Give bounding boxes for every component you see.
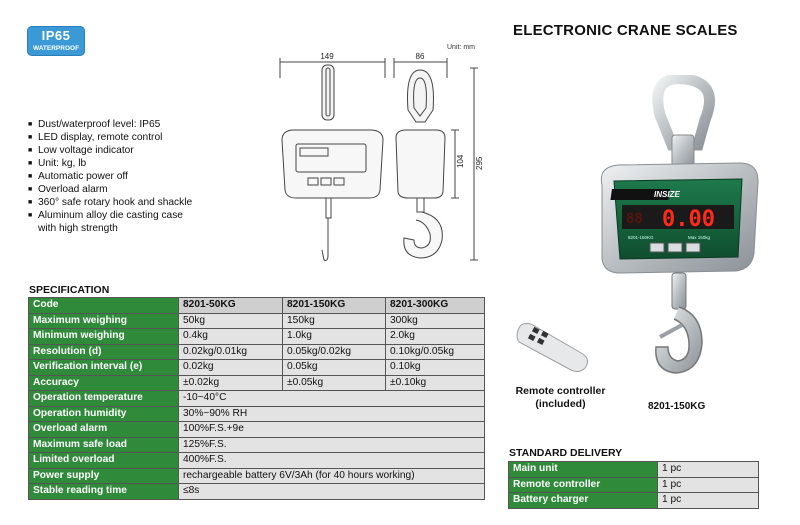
feature-list — [28, 118, 192, 235]
table-row: Operation humidity 30%~90% RH — [29, 406, 485, 422]
standard-delivery-title: STANDARD DELIVERY — [509, 447, 623, 459]
table-row: Resolution (d) 0.02kg/0.01kg 0.05kg/0.02kg 0.10kg/0.05kg — [29, 344, 485, 360]
table-row: Battery charger 1 pc — [509, 493, 759, 509]
feature-item: ■ 360° safe rotary hook and shackle — [28, 197, 193, 208]
model-caption: 8201-150KG — [648, 401, 706, 412]
panel-button — [650, 243, 664, 252]
display-prefix: 88 — [626, 211, 643, 227]
feature-item: ■ LED display, remote control — [28, 132, 163, 143]
table-row: Remote controller 1 pc — [509, 477, 759, 493]
header-cell: Code — [29, 298, 179, 314]
feature-item: ■ Dust/waterproof level: IP65 — [28, 119, 161, 130]
table-row: Minimum weighing 0.4kg 1.0kg 2.0kg — [29, 329, 485, 345]
bullet-icon: ■ — [28, 199, 33, 206]
dimension-drawing — [270, 50, 490, 270]
dim-width-front: 149 — [320, 52, 334, 61]
table-row: Verification interval (e) 0.02kg 0.05kg 0.10kg — [29, 360, 485, 376]
panel-button — [686, 243, 700, 252]
panel-model: 8201-150KG — [628, 235, 654, 240]
panel-button — [668, 243, 682, 252]
header-cell: 8201-300KG — [386, 298, 485, 314]
bullet-icon: ■ — [28, 160, 33, 167]
feature-item: ■ Low voltage indicator — [28, 145, 134, 156]
badge-subtitle: WATERPROOF — [32, 45, 80, 52]
standard-delivery-table — [508, 461, 759, 509]
table-row: Main unit 1 pc — [509, 462, 759, 478]
panel-capacity: Max 150kg — [688, 235, 711, 240]
crane-scale-image — [590, 75, 770, 395]
brand-logo: INSIZE — [654, 190, 680, 199]
bullet-icon: ■ — [28, 134, 33, 141]
bullet-icon: ■ — [28, 186, 33, 193]
dim-width-side: 86 — [415, 52, 425, 61]
feature-continuation: with high strength — [38, 223, 118, 234]
ip65-badge — [27, 26, 85, 56]
bullet-icon: ■ — [28, 147, 33, 154]
dim-total-height: 295 — [475, 156, 484, 170]
feature-item: ■ Overload alarm — [28, 184, 108, 195]
hook — [656, 307, 702, 373]
remote-controller-image — [513, 318, 593, 378]
table-row: Overload alarm 100%F.S.+9e — [29, 422, 485, 438]
specification-table — [28, 297, 485, 500]
table-row: Maximum weighing 50kg 150kg 300kg — [29, 313, 485, 329]
page-title: ELECTRONIC CRANE SCALES — [513, 22, 738, 39]
table-row: Power supply rechargeable battery 6V/3Ah (for 40 hours working) — [29, 468, 485, 484]
feature-item: ■ Unit: kg, lb — [28, 158, 87, 169]
feature-item: ■ Automatic power off — [28, 171, 128, 182]
bullet-icon: ■ — [28, 173, 33, 180]
header-cell: 8201-150KG — [283, 298, 386, 314]
table-row: Stable reading time ≤8s — [29, 484, 485, 500]
dim-body-height: 104 — [456, 154, 465, 168]
remote-caption: Remote controller (included) — [515, 385, 606, 410]
table-row: Limited overload 400%F.S. — [29, 453, 485, 469]
header-cell: 8201-50KG — [179, 298, 283, 314]
badge-title: IP65 — [41, 28, 71, 43]
feature-item: ■ Aluminum alloy die casting case — [28, 210, 183, 221]
display-reading: 0.00 — [662, 207, 715, 232]
specification-title: SPECIFICATION — [29, 284, 110, 296]
bullet-icon: ■ — [28, 121, 33, 128]
table-row: Maximum safe load 125%F.S. — [29, 437, 485, 453]
bullet-icon: ■ — [28, 212, 33, 219]
table-row: Accuracy ±0.02kg ±0.05kg ±0.10kg — [29, 375, 485, 391]
unit-note: Unit: mm — [447, 44, 475, 51]
table-row: Operation temperature -10~40°C — [29, 391, 485, 407]
table-header-row — [29, 298, 485, 314]
